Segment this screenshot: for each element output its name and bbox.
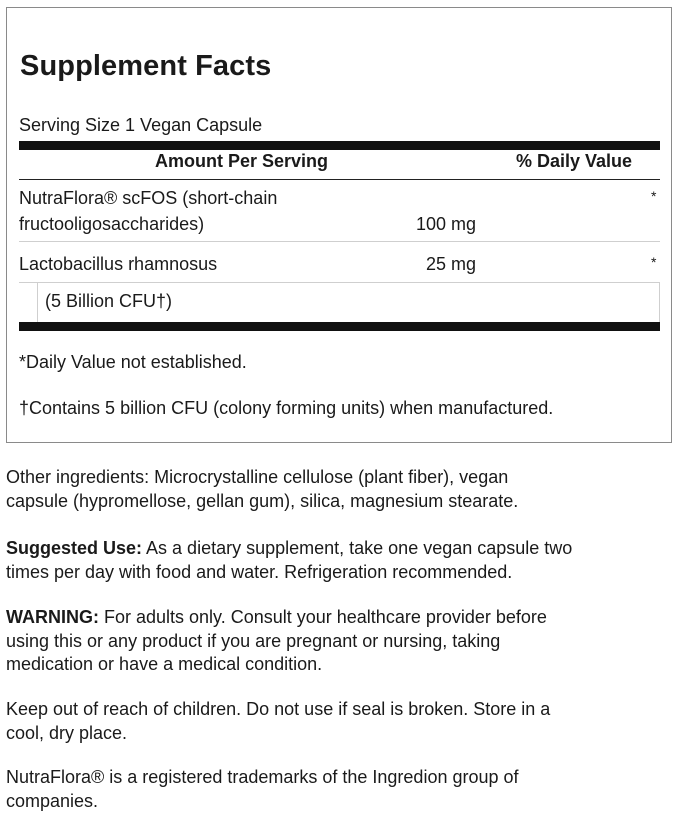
storage-line1: Keep out of reach of children. Do not use if seal is broken. Store in a <box>6 699 551 719</box>
warning <box>6 606 674 677</box>
suggested-use <box>6 537 674 584</box>
other-ingredients <box>6 466 674 513</box>
footnote-daily-value: *Daily Value not established. <box>19 352 247 372</box>
storage-line2: cool, dry place. <box>6 722 128 743</box>
other-ingredients-line2: capsule (hypromellose, gellan gum), silica, magnesium stearate. <box>6 490 519 511</box>
suggested-use-line1: As a dietary supplement, take one vegan capsule two <box>142 538 573 558</box>
panel-title: Supplement Facts <box>20 50 272 82</box>
storage-instructions <box>6 698 674 745</box>
footnote-cfu: †Contains 5 billion CFU (colony forming units) when manufactured. <box>19 398 554 418</box>
row-edge <box>659 282 660 322</box>
top-rule <box>19 141 660 150</box>
bottom-rule <box>19 322 660 331</box>
serving-size: Serving Size 1 Vegan Capsule <box>19 115 263 135</box>
trademark-line2: companies. <box>6 790 99 811</box>
header-amount-per-serving: Amount Per Serving <box>155 151 329 171</box>
trademark-line1: NutraFlora® is a registered trademarks of the Ingredion group of <box>6 767 519 787</box>
warning-label: WARNING: <box>6 607 99 627</box>
nutrient-name-line1: NutraFlora® scFOS (short-chain <box>19 188 278 208</box>
trademark-notice <box>6 766 674 813</box>
other-ingredients-line1: Other ingredients: Microcrystalline cellulose (plant fiber), vegan <box>6 467 509 487</box>
nutrient-amount: 25 mg <box>426 254 477 274</box>
warning-line3: medication or have a medical condition. <box>6 654 323 674</box>
nutrient-subline: (5 Billion CFU†) <box>45 291 173 311</box>
nutrient-name: Lactobacillus rhamnosus <box>19 254 218 274</box>
nutrient-amount: 100 mg <box>416 214 477 234</box>
header-daily-value: % Daily Value <box>516 151 633 171</box>
suggested-use-label: Suggested Use: <box>6 538 143 558</box>
header-divider <box>19 179 660 180</box>
nutrient-name-line2: fructooligosaccharides) <box>19 214 205 234</box>
daily-value-marker: * <box>651 254 657 270</box>
suggested-use-line2: times per day with food and water. Refrigeration recommended. <box>6 561 513 582</box>
row-divider <box>19 282 660 283</box>
daily-value-marker: * <box>651 188 657 204</box>
warning-line2: using this or any product if you are pregnant or nursing, taking <box>6 630 501 651</box>
row-divider <box>19 241 660 242</box>
warning-line1: For adults only. Consult your healthcare provider before <box>99 607 547 627</box>
indent-guide <box>37 282 38 322</box>
supplement-facts-panel <box>6 7 672 443</box>
